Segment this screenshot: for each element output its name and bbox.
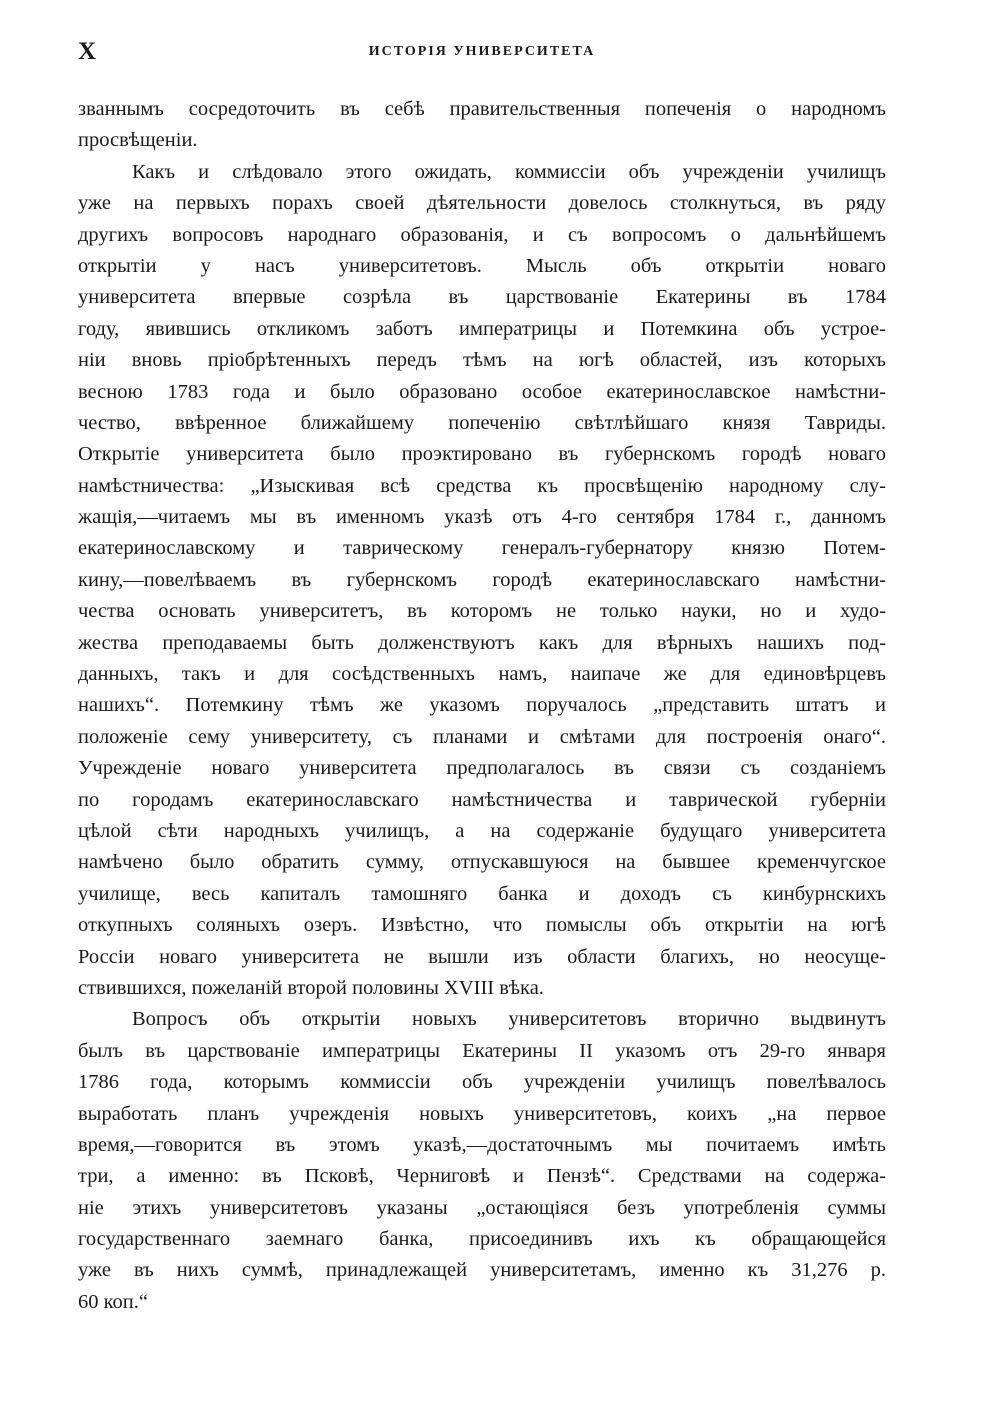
text-line: по городамъ екатеринославскаго намѣстничества и таврической губерніи xyxy=(78,788,886,811)
text-line: уже въ нихъ суммѣ, принадлежащей университетамъ, именно къ 31,276 р. xyxy=(78,1259,886,1282)
text-line: 60 коп.“ xyxy=(78,1290,148,1313)
text-line: 1786 года, которымъ коммиссіи объ учрежденіи училищъ повелѣвалось xyxy=(78,1071,886,1094)
text-line: уже на первыхъ порахъ своей дѣятельности довелось столкнуться, въ ряду xyxy=(78,192,886,215)
text-line: ніе этихъ университетовъ указаны „остающіяся безъ употребленія суммы xyxy=(78,1196,886,1219)
text-line: Открытіе университета было проэктировано въ губернскомъ городѣ новаго xyxy=(78,443,886,466)
text-line: цѣлой сѣти народныхъ училищъ, а на содержаніе будущаго университета xyxy=(78,819,886,842)
text-line: открытіи у насъ университетовъ. Мысль объ открытіи новаго xyxy=(78,254,886,277)
text-line: намѣчено было обратить сумму, отпускавшуюся на бывшее кременчугское xyxy=(78,851,886,874)
text-line: чества основать университетъ, въ которомъ не только науки, но и худо- xyxy=(78,600,886,623)
text-line: Россіи новаго университета не вышли изъ области благихъ, но неосуще- xyxy=(78,945,886,968)
text-line: ніи вновь пріобрѣтенныхъ передъ тѣмъ на югѣ областей, изъ которыхъ xyxy=(78,349,886,372)
text-line: екатеринославскому и таврическому генералъ-губернатору князю Потем- xyxy=(78,537,886,560)
text-line: просвѣщеніи. xyxy=(78,129,198,152)
text-line: университета впервые созрѣла въ царствованіе Екатерины въ 1784 xyxy=(78,286,886,309)
text-line: государственнаго заемнаго банка, присоединивъ ихъ къ обращающейся xyxy=(78,1228,886,1251)
paragraph-3 xyxy=(78,1004,886,1318)
page-number: X xyxy=(78,38,98,65)
body-text xyxy=(78,94,886,1318)
text-line: намѣстничества: „Изыскивая всѣ средства къ просвѣщенію народному слу- xyxy=(78,474,886,497)
text-line: году, явившись откликомъ заботъ императрицы и Потемкина объ устрое- xyxy=(78,317,886,340)
text-line: Вопросъ объ открытіи новыхъ университетовъ вторично выдвинутъ xyxy=(132,1008,886,1031)
text-line: положеніе сему университету, съ планами и смѣтами для построенія онаго“. xyxy=(78,725,886,748)
text-line: Учрежденіе новаго университета предполагалось въ связи съ созданіемъ xyxy=(78,757,886,780)
text-line: чество, ввѣренное ближайшему попеченію свѣтлѣйшаго князя Тавриды. xyxy=(78,411,886,434)
text-line: ствившихся, пожеланій второй половины XVIII вѣка. xyxy=(78,976,544,999)
text-line: данныхъ, такъ и для сосѣдственныхъ намъ, наипаче же для единовѣрцевъ xyxy=(78,663,886,686)
text-line: званнымъ сосредоточить въ себѣ правительственныя попеченія о народномъ xyxy=(78,98,886,120)
text-line: былъ въ царствованіе императрицы Екатерины II указомъ отъ 29-го января xyxy=(78,1039,886,1062)
text-line: откупныхъ соляныхъ озеръ. Извѣстно, что помыслы объ открытіи на югѣ xyxy=(78,914,886,937)
text-line: жества преподаваемы быть долженствуютъ какъ для вѣрныхъ нашихъ под- xyxy=(78,631,886,654)
text-line: Какъ и слѣдовало этого ожидать, коммиссіи объ учрежденіи училищъ xyxy=(132,160,886,183)
text-line: три, а именно: въ Псковѣ, Черниговѣ и Пензѣ“. Средствами на содержа- xyxy=(78,1165,886,1188)
paragraph-1 xyxy=(78,94,886,157)
text-line: училище, весь капиталъ тамошняго банка и доходъ съ кинбурнскихъ xyxy=(78,882,886,905)
text-line: нашихъ“. Потемкину тѣмъ же указомъ поручалось „представить штатъ и xyxy=(78,694,886,717)
text-line: время,—говорится въ этомъ указѣ,—достаточнымъ мы почитаемъ имѣть xyxy=(78,1133,886,1156)
text-line: выработать планъ учрежденія новыхъ университетовъ, коихъ „на первое xyxy=(78,1102,886,1125)
page-header xyxy=(78,38,886,72)
paragraph-2 xyxy=(78,157,886,1005)
text-line: кину,—повелѣваемъ въ губернскомъ городѣ екатеринославскаго намѣстни- xyxy=(78,568,886,591)
text-line: весною 1783 года и было образовано особое екатеринославское намѣстни- xyxy=(78,380,886,403)
text-line: жащія,—читаемъ мы въ именномъ указѣ отъ 4-го сентября 1784 г., данномъ xyxy=(78,506,886,529)
text-line: другихъ вопросовъ народнаго образованія, и съ вопросомъ о дальнѣйшемъ xyxy=(78,223,886,246)
running-title: ИСТОРІЯ УНИВЕРСИТЕТА xyxy=(368,44,596,59)
